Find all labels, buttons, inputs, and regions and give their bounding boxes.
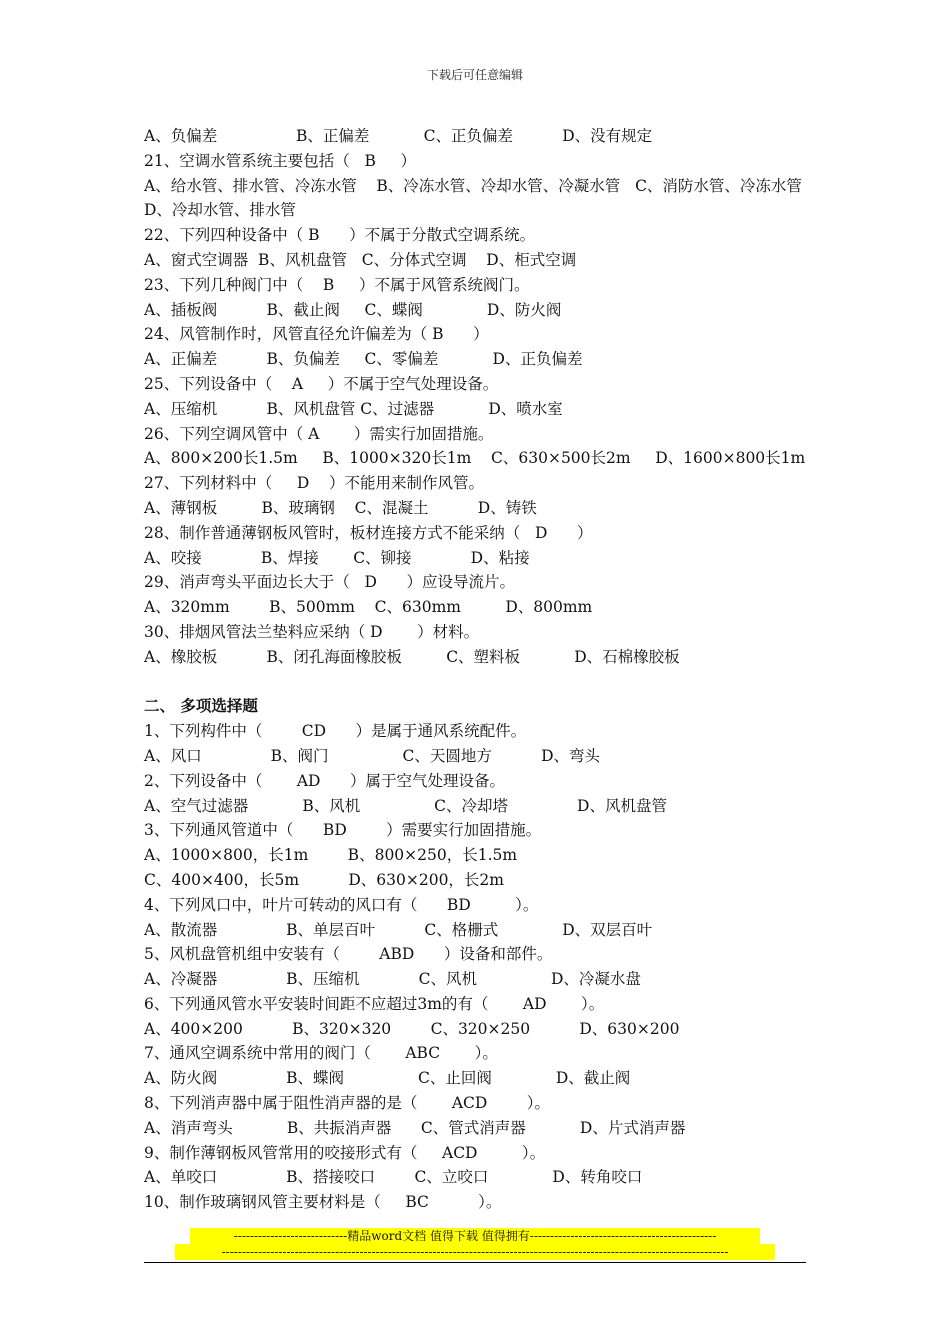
question-line: 7、通风空调系统中常用的阀门（ ABC ）。 xyxy=(144,1044,498,1063)
answer-options-line: C、400×400，长5m D、630×200，长2m xyxy=(144,870,504,889)
question-line: 3、下列通风管道中（ BD ）需要实行加固措施。 xyxy=(144,821,542,840)
answer-options-line: A、薄钢板 B、玻璃钢 C、混凝土 D、铸铁 xyxy=(144,498,537,517)
answer-options-line: A、负偏差 B、正偏差 C、正负偏差 D、没有规定 xyxy=(144,127,653,145)
answer-options-line: A、风口 B、阀门 C、天圆地方 D、弯头 xyxy=(144,746,601,765)
question-line: 26、下列空调风管中（ A ）需实行加固措施。 xyxy=(144,424,494,443)
question-line: 22、下列四种设备中（ B ）不属于分散式空调系统。 xyxy=(144,226,536,245)
question-line: 8、下列消声器中属于阻性消声器的是（ ACD ）。 xyxy=(144,1094,550,1113)
footer-banner: ----------------------------精品word文档 值得下载 值得拥有---------------------------------------------- xyxy=(190,1228,760,1244)
answer-options-line: A、窗式空调器 B、风机盘管 C、分体式空调 D、柜式空调 xyxy=(144,250,577,269)
question-line: 24、风管制作时，风管直径允许偏差为（ B ） xyxy=(144,325,489,344)
question-line: 1、下列构件中（ CD ）是属于通风系统配件。 xyxy=(144,722,527,741)
answer-options-line: A、800×200长1.5m B、1000×320长1m C、630×500长2m D、1600×800长1m xyxy=(144,449,806,468)
page-header: 下载后可任意编辑 xyxy=(426,68,523,82)
answer-options-line: A、正偏差 B、负偏差 C、零偏差 D、正负偏差 xyxy=(144,350,583,369)
question-line: 5、风机盘管机组中安装有（ ABD ）设备和部件。 xyxy=(144,945,553,964)
answer-options-line: A、空气过滤器 B、风机 C、冷却塔 D、风机盘管 xyxy=(144,796,667,815)
question-line: 9、制作薄钢板风管常用的咬接形式有（ ACD ）。 xyxy=(144,1143,546,1162)
single-choice-answers xyxy=(144,124,827,670)
answer-options-line: A、散流器 B、单层百叶 C、格栅式 D、双层百叶 xyxy=(144,920,653,939)
question-line: 23、下列几种阀门中（ B ）不属于风管系统阀门。 xyxy=(144,275,530,294)
answer-options-line: A、给水管、排水管、冷冻水管 B、冷冻水管、冷却水管、冷凝水管 C、消防水管、冷冻水管 D、冷却水管、排水管 xyxy=(144,176,827,220)
question-line: 30、排烟风管法兰垫料应采纳（ D ）材料。 xyxy=(144,622,480,641)
question-line: 21、空调水管系统主要包括（ B ） xyxy=(144,151,417,170)
question-line: 2、下列设备中（ AD ）属于空气处理设备。 xyxy=(144,771,506,790)
footer-banner-dashes: ----------------------------------------------------------------------------------------------------------------------------- xyxy=(175,1244,775,1260)
answer-options-line: A、400×200 B、320×320 C、320×250 D、630×200 xyxy=(144,1019,680,1038)
answer-options-line: A、消声弯头 B、共振消声器 C、管式消声器 D、片式消声器 xyxy=(144,1118,686,1137)
section-heading: 二、 多项选择题 xyxy=(144,697,258,716)
document-body xyxy=(144,124,827,1215)
question-line: 10、制作玻璃钢风管主要材料是（ BC ）。 xyxy=(144,1193,502,1212)
answer-options-line: A、压缩机 B、风机盘管 C、过滤器 D、喷水室 xyxy=(144,399,563,418)
page-footer xyxy=(144,1228,806,1263)
answer-options-line: A、咬接 B、焊接 C、铆接 D、粘接 xyxy=(144,548,530,567)
question-line: 29、消声弯头平面边长大于（ D ）应设导流片。 xyxy=(144,573,515,592)
answer-options-line: A、冷凝器 B、压缩机 C、风机 D、冷凝水盘 xyxy=(144,970,641,989)
answer-options-line: A、防火阀 B、蝶阀 C、止回阀 D、截止阀 xyxy=(144,1069,631,1088)
question-line: 25、下列设备中（ A ）不属于空气处理设备。 xyxy=(144,374,499,393)
footer-rule xyxy=(144,1262,806,1263)
question-line: 6、下列通风管水平安装时间距不应超过3m的有（ AD ）。 xyxy=(144,994,605,1013)
blank-line xyxy=(144,670,814,695)
answer-options-line: A、橡胶板 B、闭孔海面橡胶板 C、塑料板 D、石棉橡胶板 xyxy=(144,647,680,666)
answer-options-line: A、单咬口 B、搭接咬口 C、立咬口 D、转角咬口 xyxy=(144,1168,643,1187)
answer-options-line: A、1000×800，长1m B、800×250，长1.5m xyxy=(144,846,518,865)
multiple-choice-questions xyxy=(144,719,814,1215)
answer-options-line: A、插板阀 B、截止阀 C、蝶阀 D、防火阀 xyxy=(144,300,562,319)
question-line: 4、下列风口中，叶片可转动的风口有（ BD ）。 xyxy=(144,895,539,914)
question-line: 28、制作普通薄钢板风管时，板材连接方式不能采纳（ D ） xyxy=(144,523,593,542)
question-line: 27、下列材料中（ D ）不能用来制作风管。 xyxy=(144,474,484,493)
answer-options-line: A、320mm B、500mm C、630mm D、800mm xyxy=(144,598,593,617)
